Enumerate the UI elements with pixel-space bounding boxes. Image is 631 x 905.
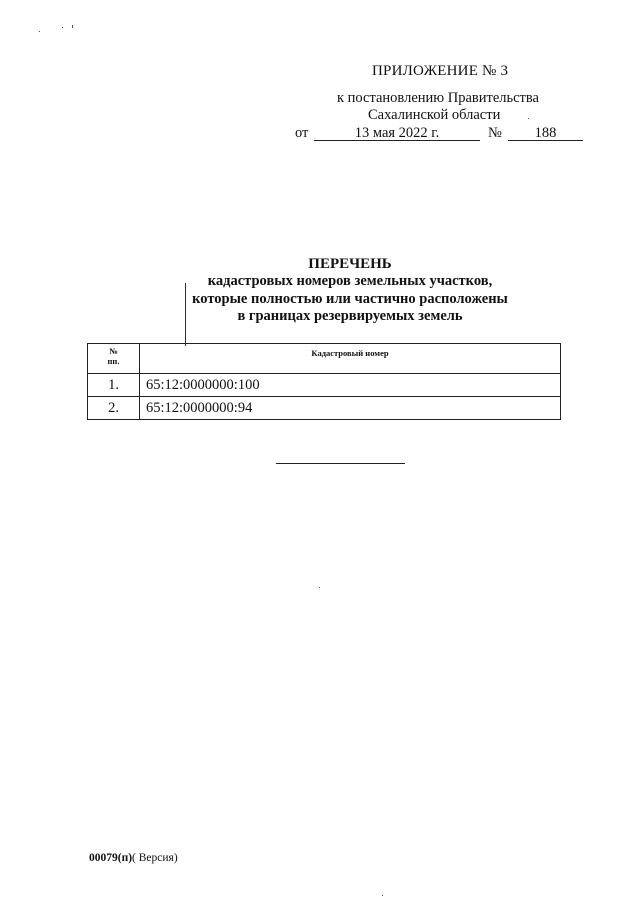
scan-speck [319, 587, 320, 588]
number-sign: № [488, 125, 502, 141]
scan-speck [62, 27, 63, 28]
document-subtitle-line-3: в границах резервируемых земель [237, 308, 463, 324]
column-header-cadastral: Кадастровый номер [140, 344, 561, 374]
row-number: 1. [88, 374, 140, 397]
column-header-no-line-1: № [109, 346, 118, 356]
column-header-no-line-2: пп. [107, 356, 120, 366]
cadastral-number: 65:12:0000000:94 [140, 397, 561, 420]
table-header-row [88, 344, 561, 374]
document-code: 00079(п) [89, 852, 133, 864]
scan-mark [185, 283, 186, 346]
appendix-title: ПРИЛОЖЕНИЕ № 3 [372, 63, 509, 79]
decree-number: 188 [508, 125, 583, 141]
table-row [88, 397, 561, 420]
decree-reference: к постановлению Правительства [337, 90, 539, 106]
document-subtitle-line-2: которые полностью или частично расположены [192, 291, 508, 307]
decree-date: 13 мая 2022 г. [314, 125, 480, 141]
column-header-no [88, 344, 140, 374]
version-label: ( Версия) [132, 852, 178, 864]
from-label: от [295, 125, 309, 141]
document-footer [89, 852, 178, 864]
table-row [88, 374, 561, 397]
scan-speck [382, 895, 383, 896]
row-number: 2. [88, 397, 140, 420]
document-subtitle-line-1: кадастровых номеров земельных участков, [207, 273, 493, 289]
region-name: Сахалинской области [368, 107, 501, 123]
document-title: ПЕРЕЧЕНЬ [308, 256, 392, 272]
cadastral-table [87, 343, 561, 420]
scan-speck [528, 118, 529, 119]
scan-speck [39, 31, 40, 32]
scan-speck [72, 25, 73, 28]
cadastral-number: 65:12:0000000:100 [140, 374, 561, 397]
closing-separator [276, 463, 405, 464]
